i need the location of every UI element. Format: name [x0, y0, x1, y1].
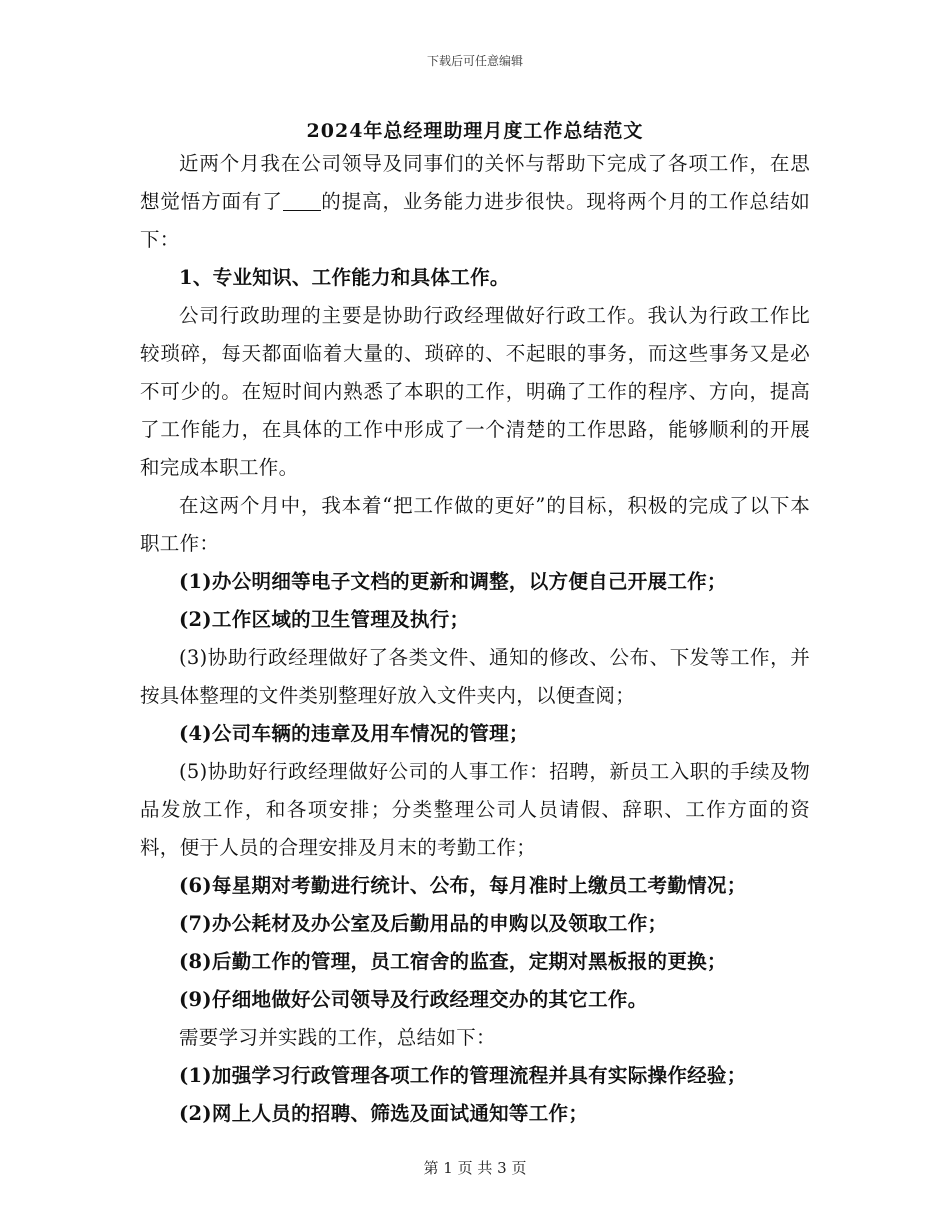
list-item: (4)公司车辆的违章及用车情况的管理； [179, 722, 529, 745]
paragraph-goal: 在这两个月中，我本着“把工作做的更好”的目标，积极的完成了以下本职工作： [140, 494, 810, 555]
intro-before-blank: 近两个月我在公司领导及同事们的关怀与帮助下完成了各项工作，在思想觉悟方面有了 [140, 152, 810, 213]
list-item: (2)网上人员的招聘、筛选及面试通知等工作； [179, 1102, 589, 1125]
list-item: (2)工作区域的卫生管理及执行； [179, 608, 470, 631]
intro-after-blank: 的提高，业务能力进步很快。现将两个月的工作总结如下： [140, 190, 810, 251]
learning-intro: 需要学习并实践的工作，总结如下： [179, 1026, 496, 1049]
page-header-note: 下载后可任意编辑 [426, 54, 523, 68]
list-item: (1)加强学习行政管理各项工作的管理流程并具有实际操作经验； [179, 1064, 747, 1087]
list-item: (8)后勤工作的管理，员工宿舍的监查，定期对黑板报的更换； [179, 950, 727, 973]
list-item: (6)每星期对考勤进行统计、公布，每月准时上缴员工考勤情况； [179, 874, 747, 897]
list-item: (7)办公耗材及办公室及后勤用品的申购以及领取工作； [179, 912, 668, 935]
list-item: (9)仔细地做好公司领导及行政经理交办的其它工作。 [179, 988, 648, 1011]
paragraph-role: 公司行政助理的主要是协助行政经理做好行政工作。我认为行政工作比较琐碎，每天都面临着大量的、琐碎的、不起眼的事务，而这些事务又是必不可少的。在短时间内熟悉了本职的工作，明确了工作的程序、方向，提高了工作能力，在具体的工作中形成了一个清楚的工作思路，能够顺利的开展和完成本职工作。 [140, 304, 810, 479]
intro-paragraph [140, 145, 810, 259]
document-body [140, 145, 810, 1133]
list-item: (1)办公明细等电子文档的更新和调整，以方便自己开展工作； [179, 570, 727, 593]
duties-list [140, 563, 810, 1019]
document-title: 2024年总经理助理月度工作总结范文 [306, 120, 644, 142]
learning-list [140, 1057, 810, 1133]
list-item: (5)协助好行政经理做好公司的人事工作：招聘，新员工入职的手续及物品发放工作，和各项安排；分类整理公司人员请假、辞职、工作方面的资料，便于人员的合理安排及月末的考勤工作； [140, 760, 810, 859]
page-footer: 第 1 页 共 3 页 [423, 1159, 527, 1177]
fill-blank [283, 190, 321, 211]
section-heading-1: 1、专业知识、工作能力和具体工作。 [179, 266, 510, 289]
list-item: (3)协助行政经理做好了各类文件、通知的修改、公布、下发等工作，并按具体整理的文件类别整理好放入文件夹内，以便查阅； [140, 646, 810, 707]
